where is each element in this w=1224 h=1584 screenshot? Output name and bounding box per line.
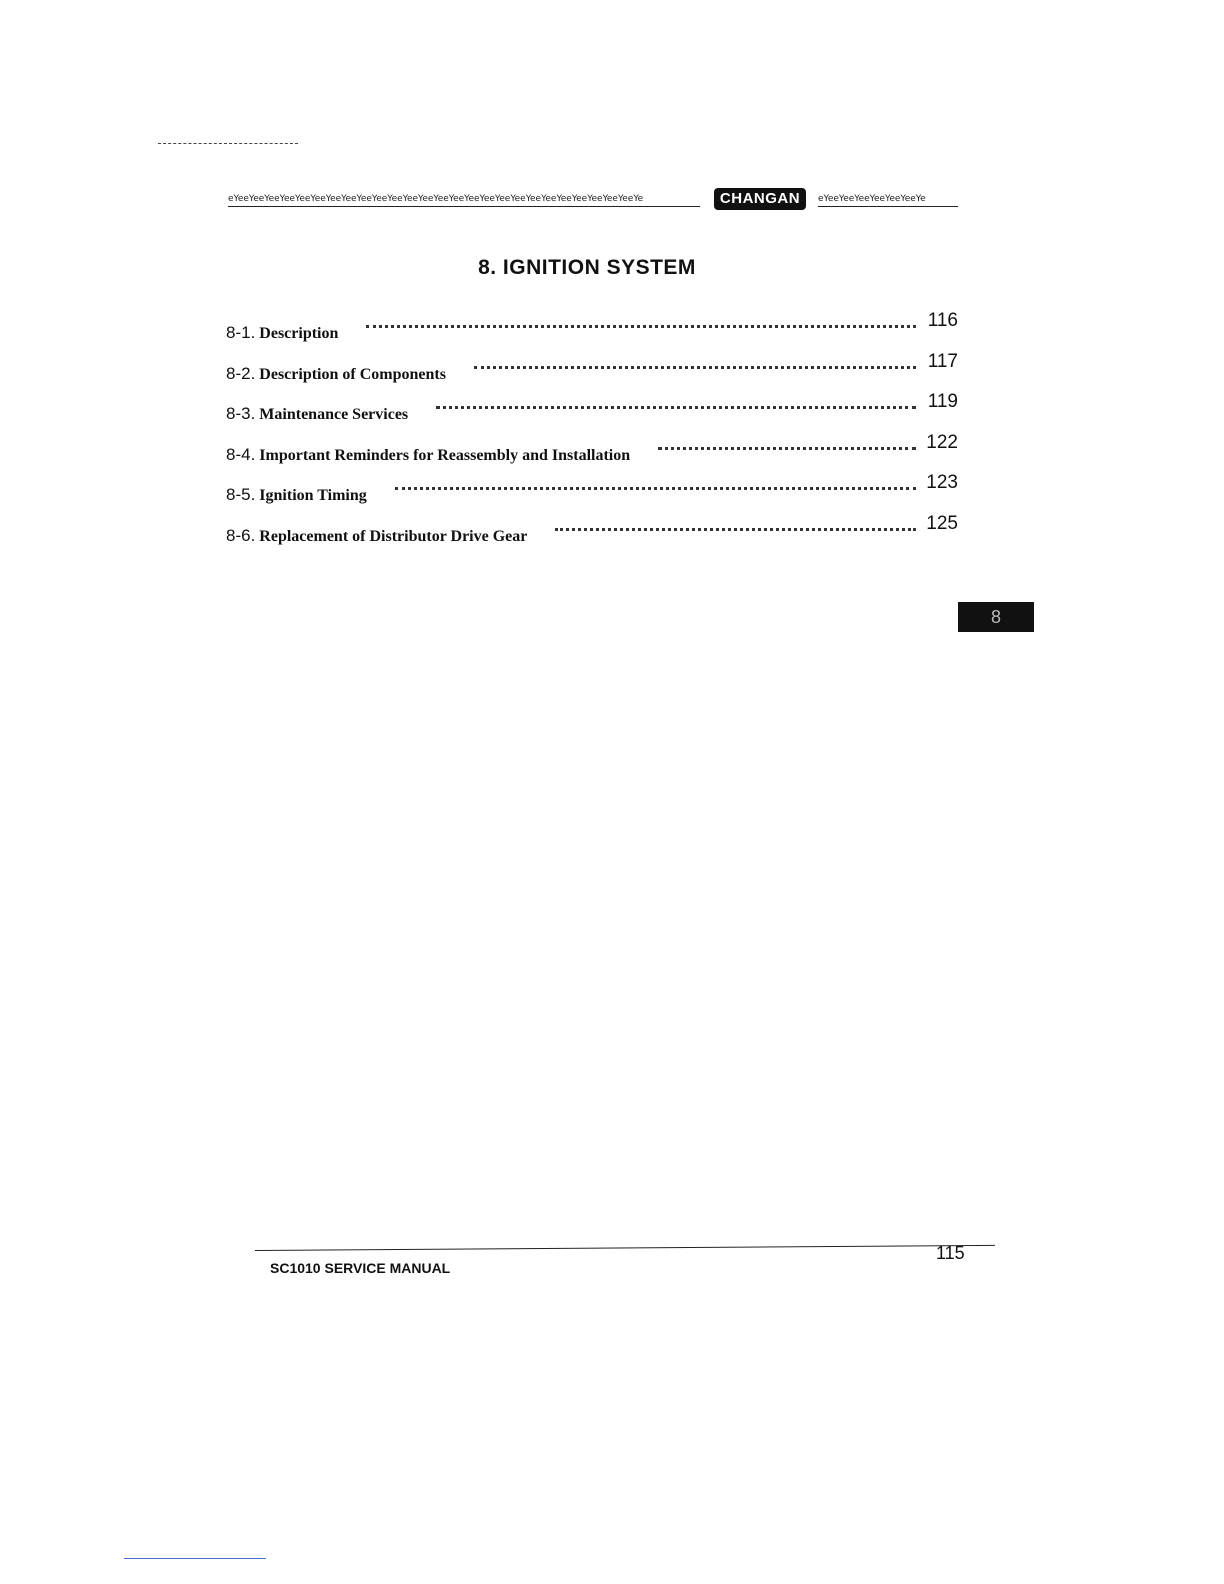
table-of-contents: [226, 310, 958, 566]
toc-entry-number: 8-5.: [226, 485, 256, 505]
toc-leader-dots: [474, 366, 916, 369]
toc-entry-label: Maintenance Services: [259, 406, 409, 424]
toc-entry-number: 8-2.: [226, 363, 256, 383]
toc-entry-label: Important Reminders for Reassembly and Installation: [259, 446, 631, 464]
footer-page-number: 115: [936, 1243, 965, 1263]
toc-leader-dots: [436, 406, 916, 409]
toc-entry[interactable]: [226, 350, 958, 404]
toc-leader-dots: [366, 325, 916, 328]
toc-entry[interactable]: [226, 310, 958, 363]
footer-manual-title: SC1010 SERVICE MANUAL: [270, 1260, 451, 1276]
toc-entry-page: 117: [927, 350, 958, 372]
toc-leader-dots: [555, 528, 916, 531]
toc-entry-label: Description: [259, 325, 339, 342]
toc-entry[interactable]: [226, 472, 958, 525]
toc-entry[interactable]: [226, 431, 958, 485]
header-band: [228, 186, 958, 212]
top-dashed-line: [158, 143, 298, 144]
brand-logo: CHANGAN: [714, 188, 806, 210]
toc-entry-page: 125: [926, 512, 958, 534]
toc-entry-page: 122: [926, 431, 958, 453]
toc-entry-label: Ignition Timing: [259, 487, 367, 505]
toc-entry-label: Description of Components: [259, 365, 446, 383]
toc-entry-number: 8-1.: [226, 323, 256, 342]
footer-rule: [255, 1245, 995, 1251]
toc-entry-page: 116: [927, 310, 958, 331]
section-tab: 8: [958, 602, 1034, 632]
chapter-title: 8. IGNITION SYSTEM: [478, 256, 696, 279]
toc-entry-number: 8-6.: [226, 525, 256, 545]
toc-entry-number: 8-4.: [226, 444, 256, 464]
toc-entry[interactable]: [226, 391, 958, 444]
toc-entry-page: 119: [927, 391, 958, 413]
toc-entry-number: 8-3.: [226, 404, 256, 424]
header-ornament-left: eYeeYeeYeeYeeYeeYeeYeeYeeYeeYeeYeeYeeYeeYeeYeeYeeYeeYeeYeeYeeYeeYeeYeeYeeYeeYeeYe: [228, 192, 700, 207]
toc-leader-dots: [395, 487, 916, 490]
toc-entry-page: 123: [926, 472, 958, 494]
header-ornament-right: eYeeYeeYeeYeeYeeYeeYe: [818, 192, 958, 207]
toc-entry[interactable]: [226, 512, 958, 566]
toc-entry-label: Replacement of Distributor Drive Gear: [259, 527, 528, 545]
toc-leader-dots: [658, 447, 916, 450]
bottom-link-line: [124, 1558, 266, 1559]
